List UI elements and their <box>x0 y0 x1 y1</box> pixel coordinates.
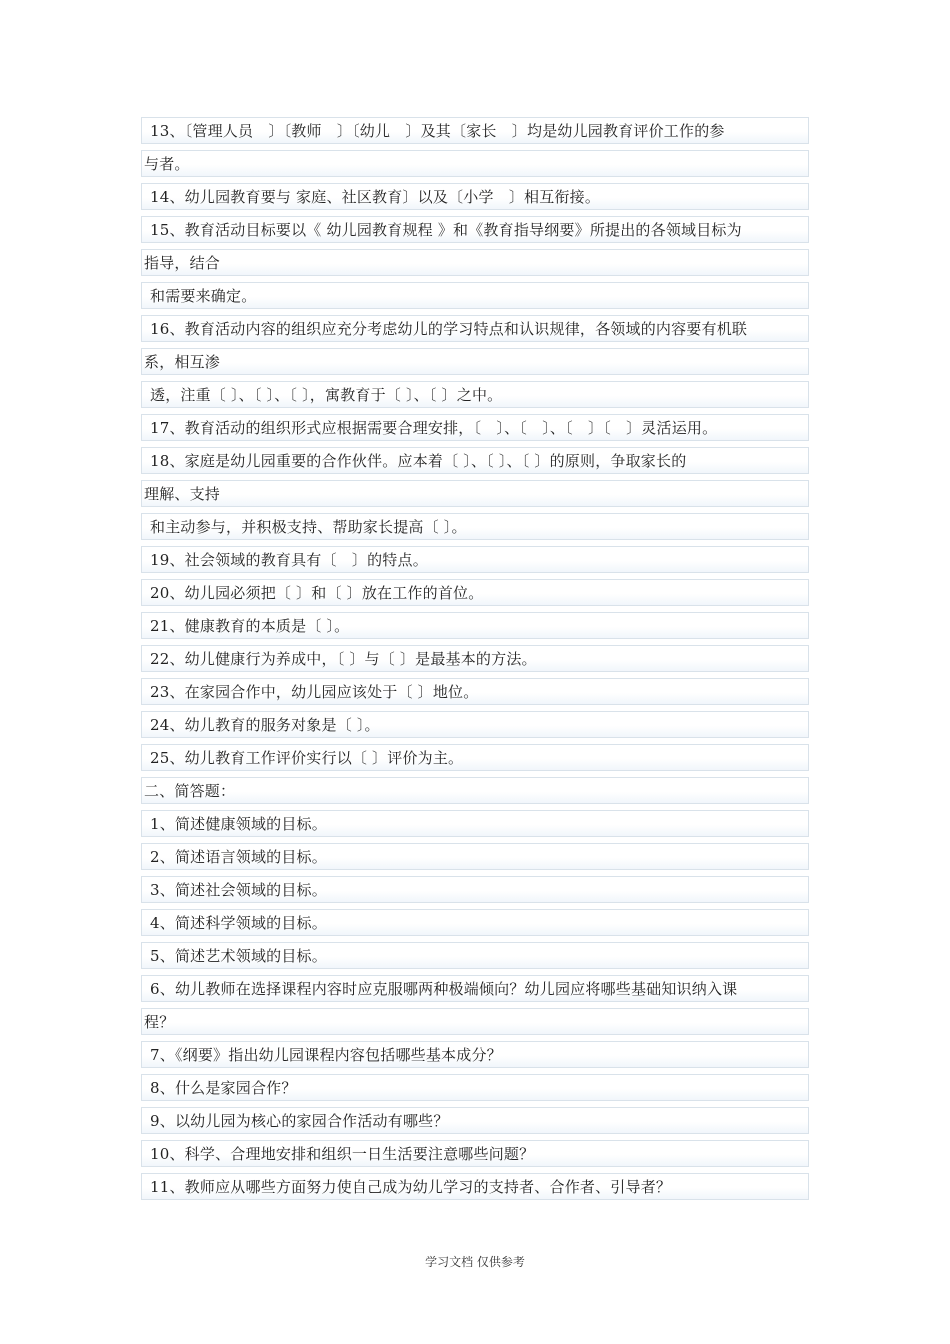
text-line: 13、〔管理人员 〕〔教师 〕〔幼儿 〕及其〔家长 〕均是幼儿园教育评价工作的参 <box>141 117 809 144</box>
question-list <box>141 117 809 1206</box>
text-line: 和主动参与，并积极支持、帮助家长提高〔 〕。 <box>141 513 809 540</box>
text-line: 14、幼儿园教育要与 家庭、社区教育〕以及〔小学 〕相互衔接。 <box>141 183 809 210</box>
text-line: 18、家庭是幼儿园重要的合作伙伴。应本着〔 〕、〔 〕、〔 〕的原则，争取家长的 <box>141 447 809 474</box>
text-line: 21、健康教育的本质是〔 〕。 <box>141 612 809 639</box>
text-line: 16、教育活动内容的组织应充分考虑幼儿的学习特点和认识规律，各领域的内容要有机联 <box>141 315 809 342</box>
text-line: 24、幼儿教育的服务对象是〔 〕。 <box>141 711 809 738</box>
text-line: 22、幼儿健康行为养成中，〔 〕与〔 〕是最基本的方法。 <box>141 645 809 672</box>
text-line: 25、幼儿教育工作评价实行以〔 〕评价为主。 <box>141 744 809 771</box>
text-line: 7、《纲要》指出幼儿园课程内容包括哪些基本成分？ <box>141 1041 809 1068</box>
text-line: 11、教师应从哪些方面努力使自己成为幼儿学习的支持者、合作者、引导者？ <box>141 1173 809 1200</box>
text-line: 和需要来确定。 <box>141 282 809 309</box>
text-line: 8、什么是家园合作？ <box>141 1074 809 1101</box>
text-line: 6、幼儿教师在选择课程内容时应克服哪两种极端倾向？幼儿园应将哪些基础知识纳入课 <box>141 975 809 1002</box>
text-line: 与者。 <box>141 150 809 177</box>
text-line: 指导，结合 <box>141 249 809 276</box>
text-line: 9、以幼儿园为核心的家园合作活动有哪些？ <box>141 1107 809 1134</box>
text-line: 系，相互渗 <box>141 348 809 375</box>
text-line: 20、幼儿园必须把〔 〕和〔 〕放在工作的首位。 <box>141 579 809 606</box>
text-line: 10、科学、合理地安排和组织一日生活要注意哪些问题？ <box>141 1140 809 1167</box>
text-line: 1、简述健康领域的目标。 <box>141 810 809 837</box>
text-line: 15、教育活动目标要以《 幼儿园教育规程 》和《教育指导纲要》所提出的各领域目标为 <box>141 216 809 243</box>
text-line: 4、简述科学领域的目标。 <box>141 909 809 936</box>
page-footer: 学习文档 仅供参考 <box>425 1255 525 1269</box>
text-line: 23、在家园合作中，幼儿园应该处于〔 〕地位。 <box>141 678 809 705</box>
text-line: 透，注重〔 〕、〔 〕、〔 〕，寓教育于〔 〕、〔 〕之中。 <box>141 381 809 408</box>
text-line: 2、简述语言领域的目标。 <box>141 843 809 870</box>
text-line: 17、教育活动的组织形式应根据需要合理安排，〔 〕、〔 〕、〔 〕〔 〕灵活运用。 <box>141 414 809 441</box>
text-line: 二、简答题： <box>141 777 809 804</box>
text-line: 5、简述艺术领域的目标。 <box>141 942 809 969</box>
text-line: 程？ <box>141 1008 809 1035</box>
text-line: 3、简述社会领域的目标。 <box>141 876 809 903</box>
text-line: 理解、支持 <box>141 480 809 507</box>
text-line: 19、社会领域的教育具有〔 〕的特点。 <box>141 546 809 573</box>
